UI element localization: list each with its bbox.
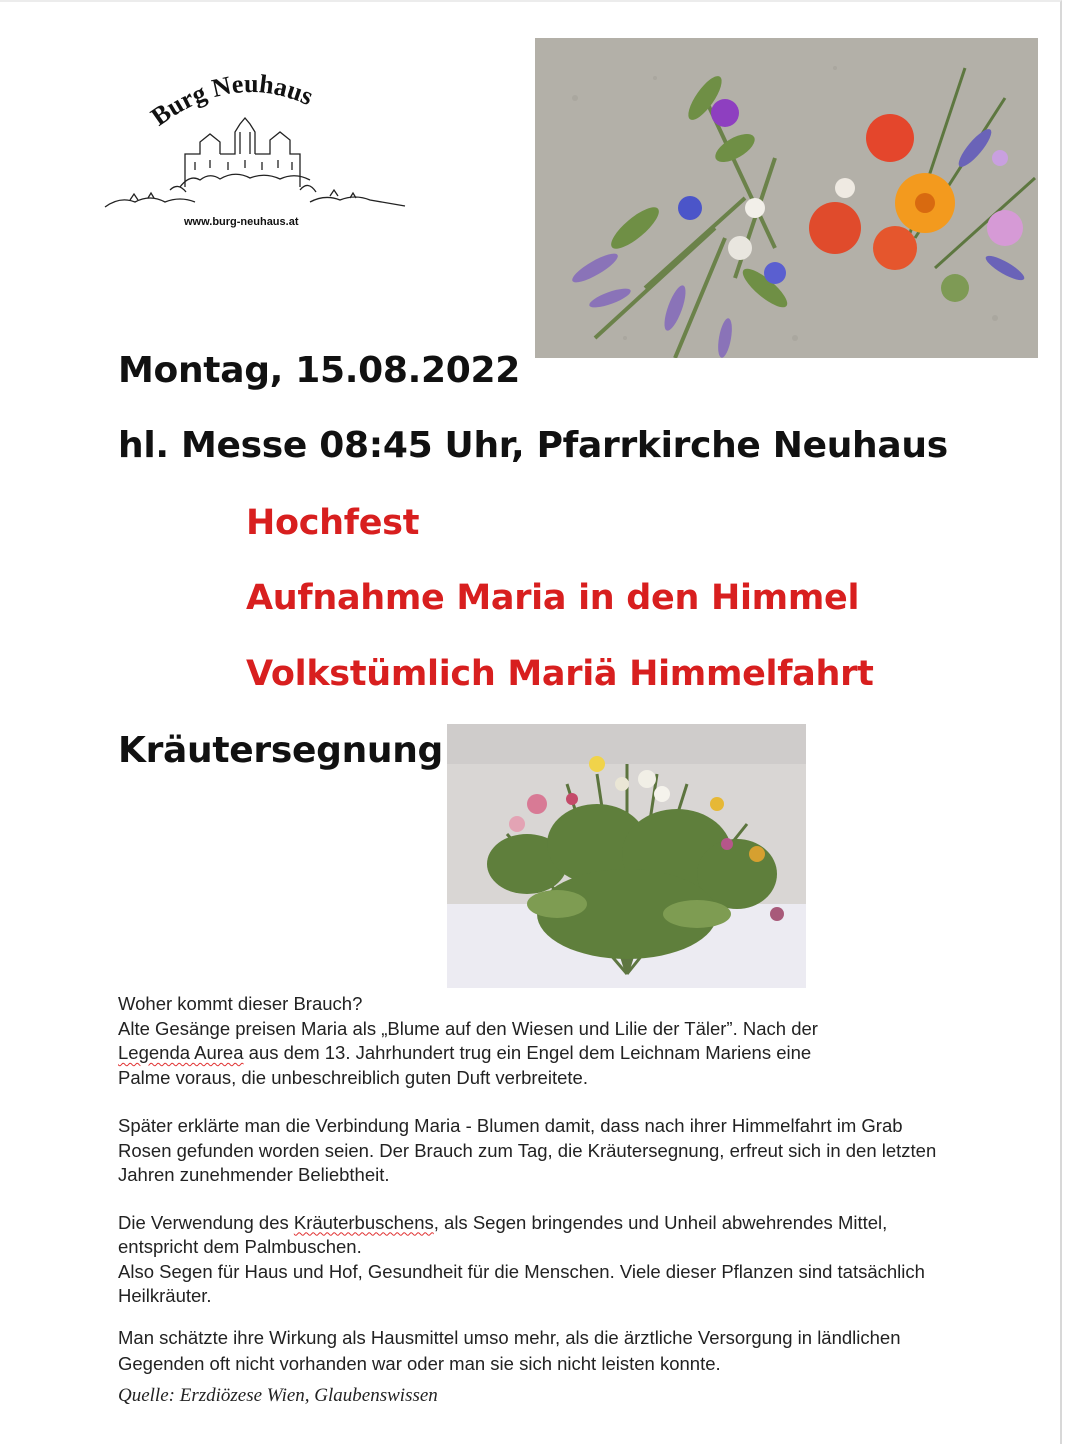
kraeuterbuschen-term: Kräuterbuschens	[293, 1211, 434, 1233]
article-paragraph-1-line-2-rest: aus dem 13. Jahrhundert trug ein Engel dem Leichnam Mariens eine	[243, 1042, 812, 1063]
article-paragraph-1-line-1: Alte Gesänge preisen Maria als „Blume auf den Wiesen und Lilie der Täler”. Nach der	[118, 1017, 818, 1039]
burg-neuhaus-logo	[100, 62, 410, 242]
article-paragraph-5: Man schätzte ihre Wirkung als Hausmittel umso mehr, als die ärztliche Versorgung in ländlichen Gegenden oft nicht vorhanden war oder man sie sich nicht leisten konnte.	[118, 1326, 901, 1374]
article-paragraph-3	[118, 1211, 948, 1260]
svg-text:Burg Neuhaus: Burg Neuhaus	[145, 68, 318, 132]
herb-bunch-photo	[447, 724, 806, 988]
feast-popular-name: Volkstümlich Mariä Himmelfahrt	[246, 654, 874, 694]
source-citation: Quelle: Erzdiözese Wien, Glaubenswissen	[118, 1385, 438, 1406]
article-paragraph-2: Später erklärte man die Verbindung Maria - Blumen damit, dass nach ihrer Himmelfahrt im Grab Rosen gefunden worden seien. Der Brauch zum Tag, die Kräutersegnung, erfreut sich in den letzten Jahren zunehmender Beliebtheit.	[118, 1115, 937, 1185]
event-date: Montag, 15.08.2022	[118, 350, 521, 391]
article-paragraph-4: Also Segen für Haus und Hof, Gesundheit für die Menschen. Viele dieser Pflanzen sind tatsächlich Heilkräuter.	[118, 1260, 925, 1306]
article-body	[118, 992, 948, 1377]
feast-name: Aufnahme Maria in den Himmel	[246, 578, 860, 618]
mass-time-location: hl. Messe 08:45 Uhr, Pfarrkirche Neuhaus	[118, 425, 948, 466]
article-question: Woher kommt dieser Brauch?	[118, 993, 363, 1014]
logo-url: www.burg-neuhaus.at	[184, 216, 299, 228]
article-paragraph-3-rest: , als Segen bringendes und Unheil abwehrendes Mittel, entspricht dem Palmbuschen.	[118, 1211, 888, 1257]
article-paragraph-1-line-2	[118, 1041, 948, 1066]
blessing-title: Kräutersegnung	[118, 730, 444, 771]
legenda-aurea-term: Legenda Aurea	[118, 1042, 244, 1063]
article-paragraph-1-line-3: Palme voraus, die unbeschreiblich guten Duft verbreitete.	[118, 1066, 588, 1088]
herb-bouquets-photo	[535, 38, 1038, 358]
article-paragraph-3-start: Die Verwendung des	[118, 1211, 294, 1233]
feast-title: Hochfest	[246, 503, 420, 543]
castle-logo-graphic	[100, 62, 410, 212]
